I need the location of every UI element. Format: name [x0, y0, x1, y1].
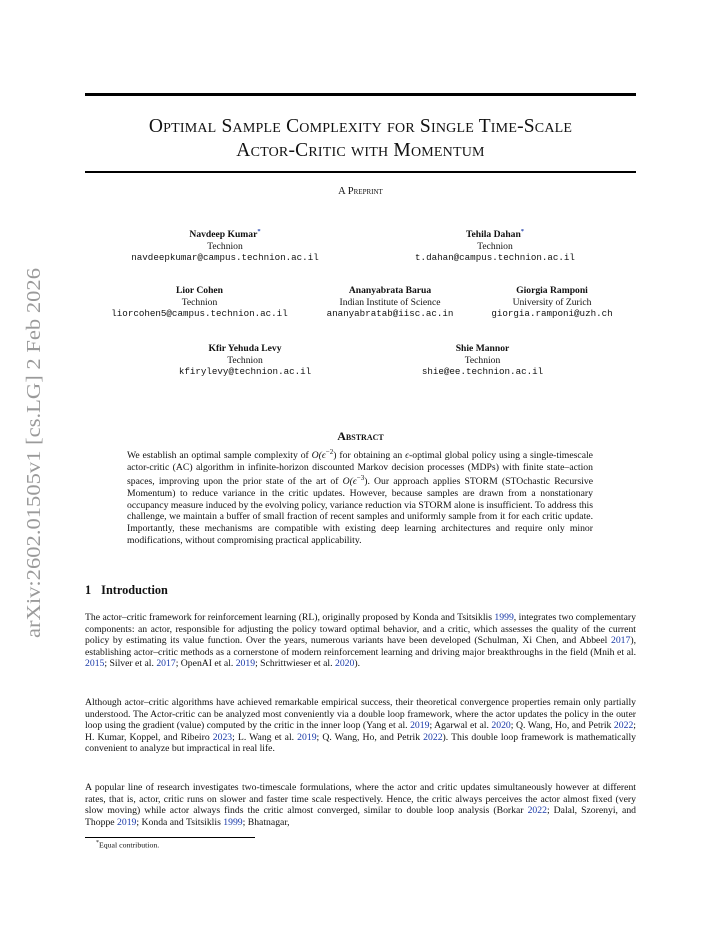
- author-affiliation: Technion: [207, 240, 243, 252]
- author-name: Tehila Dahan: [465, 229, 521, 241]
- paragraph-text: ; L. Wang et al.: [232, 731, 298, 743]
- author-block: [110, 226, 340, 264]
- author-name: Navdeep Kumar: [189, 229, 258, 241]
- equal-contribution-mark[interactable]: *: [257, 228, 261, 235]
- paragraph-text: ; Schrittwieser et al.: [255, 658, 335, 670]
- author-email: kfirylevy@technion.ac.il: [178, 366, 312, 377]
- author-affiliation: Technion: [181, 296, 218, 308]
- author-block: [97, 285, 302, 320]
- citation-link[interactable]: 2017: [156, 658, 176, 670]
- author-email: giorgia.ramponi@uzh.ch: [491, 308, 613, 319]
- paragraph-text: ; Agarwal et al.: [429, 720, 492, 732]
- paper-title: [85, 115, 636, 163]
- author-block: [395, 343, 570, 378]
- citation-link[interactable]: 2022: [527, 805, 547, 817]
- abstract-heading: Abstract: [337, 429, 384, 443]
- paragraph-text: ).: [354, 658, 360, 670]
- footnote-rule: [85, 837, 255, 838]
- body-paragraph: [85, 612, 636, 670]
- citation-link[interactable]: 1999: [494, 612, 514, 623]
- author-name: Giorgia Ramponi: [516, 285, 588, 296]
- author-name: Lior Cohen: [176, 285, 223, 296]
- author-name: Shie Mannor: [455, 343, 510, 354]
- footnote: [96, 840, 159, 850]
- author-block: [478, 285, 626, 320]
- paragraph-text: ; Bhatnagar,: [242, 816, 290, 828]
- section-number: 1: [85, 583, 92, 597]
- paragraph-text: A popular line of research investigates two-timescale formulations, where the actor and critic updates simultaneously however at different rates, that is, actor, critic runs on slower and faster time scale respectively. Hence, the critic always perceives the actor almost fixed (very slow moving) while actor always finds the critic almost converged, similar to double loop analysis (Borkar: [85, 782, 636, 817]
- arxiv-stamp-text: arXiv:2602.01505v1 [cs.LG] 2 Feb 2026: [23, 302, 45, 638]
- title-top-rule: [85, 93, 636, 96]
- paragraph-text: ; H. Kumar, Koppel, and Ribeiro: [85, 720, 636, 743]
- paragraph-text: ; Silver et al.: [104, 658, 157, 670]
- author-affiliation: Technion: [464, 354, 501, 366]
- body-paragraph: [85, 697, 636, 755]
- citation-link[interactable]: 2015: [85, 658, 105, 670]
- paragraph-text: ). This double loop framework is mathematically convenient to analyze but impractical in real life.: [85, 731, 636, 755]
- author-email: shie@ee.technion.ac.il: [421, 366, 544, 377]
- paragraph-text: The actor–critic framework for reinforcement learning (RL), originally proposed by Konda and Tsitsiklis: [85, 612, 495, 623]
- author-block: [145, 343, 345, 378]
- section-heading: [85, 583, 168, 598]
- author-email: ananyabratab@iisc.ac.in: [326, 308, 454, 319]
- paragraph-text: , integrates two complementary components: an actor, responsible for adjusting the policy toward optimal behavior, and a critic, which assesses the quality of the current policy by estimating its value function. Over the years, numerous variants have been developed (Schulman, Xi Chen, and Abbeel: [85, 612, 636, 647]
- citation-link[interactable]: 2020: [491, 720, 511, 732]
- author-affiliation: Indian Institute of Science: [339, 296, 441, 308]
- abstract-body: We establish an optimal sample complexity of $O(\epsilon^{-2})$ for obtaining an ϵ-optimal global policy using a single-timescale actor-critic (AC) algorithm in infinite-horizon discounted Markov decision processes (MDPs) with finite state–action spaces, improving upon the prior state of the art of $O(\epsilon^{-3})$. Our approach applies STORM (STOchastic Recursive Momentum) to reduce variance in the critic updates. However, because samples are drawn from a nonstationary occupancy measure induced by the evolving policy, variance reduction via STORM alone is insufficient. To address this challenge, we maintain a buffer of small fraction of recent samples and uniformly sample from it for each critic update. Importantly, these mechanisms are compatible with existing deep learning architectures and require only minor modifications, without compromising practical applicability.: [127, 448, 593, 546]
- preprint-label: A Preprint: [338, 186, 383, 197]
- paragraph-text: ; Q. Wang, Ho, and Petrik: [510, 720, 614, 732]
- citation-link[interactable]: 1999: [223, 816, 243, 828]
- paragraph-text: ; OpenAI et al.: [175, 658, 236, 670]
- paragraph-text: ; Q. Wang, Ho, and Petrik: [316, 731, 424, 743]
- author-email: liorcohen5@campus.technion.ac.il: [111, 308, 288, 319]
- author-block: [400, 226, 590, 264]
- citation-link[interactable]: 2019: [410, 720, 430, 732]
- title-bottom-rule: [85, 171, 636, 173]
- footnote-text: Equal contribution.: [99, 840, 160, 850]
- author-name: Kfir Yehuda Levy: [208, 343, 282, 354]
- title-line-2: Actor-Critic with Momentum: [236, 140, 485, 161]
- arxiv-stamp: [19, 266, 45, 638]
- citation-link[interactable]: 2017: [610, 635, 631, 647]
- citation-link[interactable]: 2022: [423, 731, 443, 743]
- paragraph-text: ; Konda and Tsitsiklis: [136, 816, 224, 828]
- author-email: navdeepkumar@campus.technion.ac.il: [131, 252, 319, 264]
- citation-link[interactable]: 2019: [117, 816, 137, 828]
- author-email: t.dahan@campus.technion.ac.il: [415, 252, 575, 264]
- citation-link[interactable]: 2023: [212, 731, 233, 743]
- title-line-1: Optimal Sample Complexity for Single Time-Scale: [148, 116, 573, 137]
- body-paragraph: [85, 782, 636, 828]
- paragraph-text: ), establishing actor–critic methods as a cornerstone of modern reinforcement learning and driving major breakthroughs in the field (Mnih et al.: [85, 635, 636, 658]
- section-title: Introduction: [101, 583, 168, 597]
- equal-contribution-mark[interactable]: *: [520, 228, 525, 235]
- citation-link[interactable]: 2019: [297, 731, 317, 743]
- citation-link[interactable]: 2020: [334, 658, 355, 670]
- citation-link[interactable]: 2022: [613, 720, 634, 732]
- author-affiliation: Technion: [477, 240, 513, 252]
- paragraph-text: ; Dalal, Szorenyi, and Thoppe: [85, 805, 637, 828]
- author-block: [310, 285, 470, 320]
- author-name: Ananyabrata Barua: [348, 285, 432, 296]
- citation-link[interactable]: 2019: [235, 658, 256, 670]
- author-affiliation: University of Zurich: [512, 296, 592, 308]
- footnote-mark: *: [96, 840, 99, 846]
- author-affiliation: Technion: [227, 354, 263, 366]
- paragraph-text: Although actor–critic algorithms have achieved remarkable empirical success, their theoretical convergence properties remain only partially understood. The Actor-critic can be analyzed most conveniently via a double loop framework, where the actor updates the policy in the outer loop using the gradient (value) computed by the critic in the inner loop (Yang et al.: [85, 697, 636, 732]
